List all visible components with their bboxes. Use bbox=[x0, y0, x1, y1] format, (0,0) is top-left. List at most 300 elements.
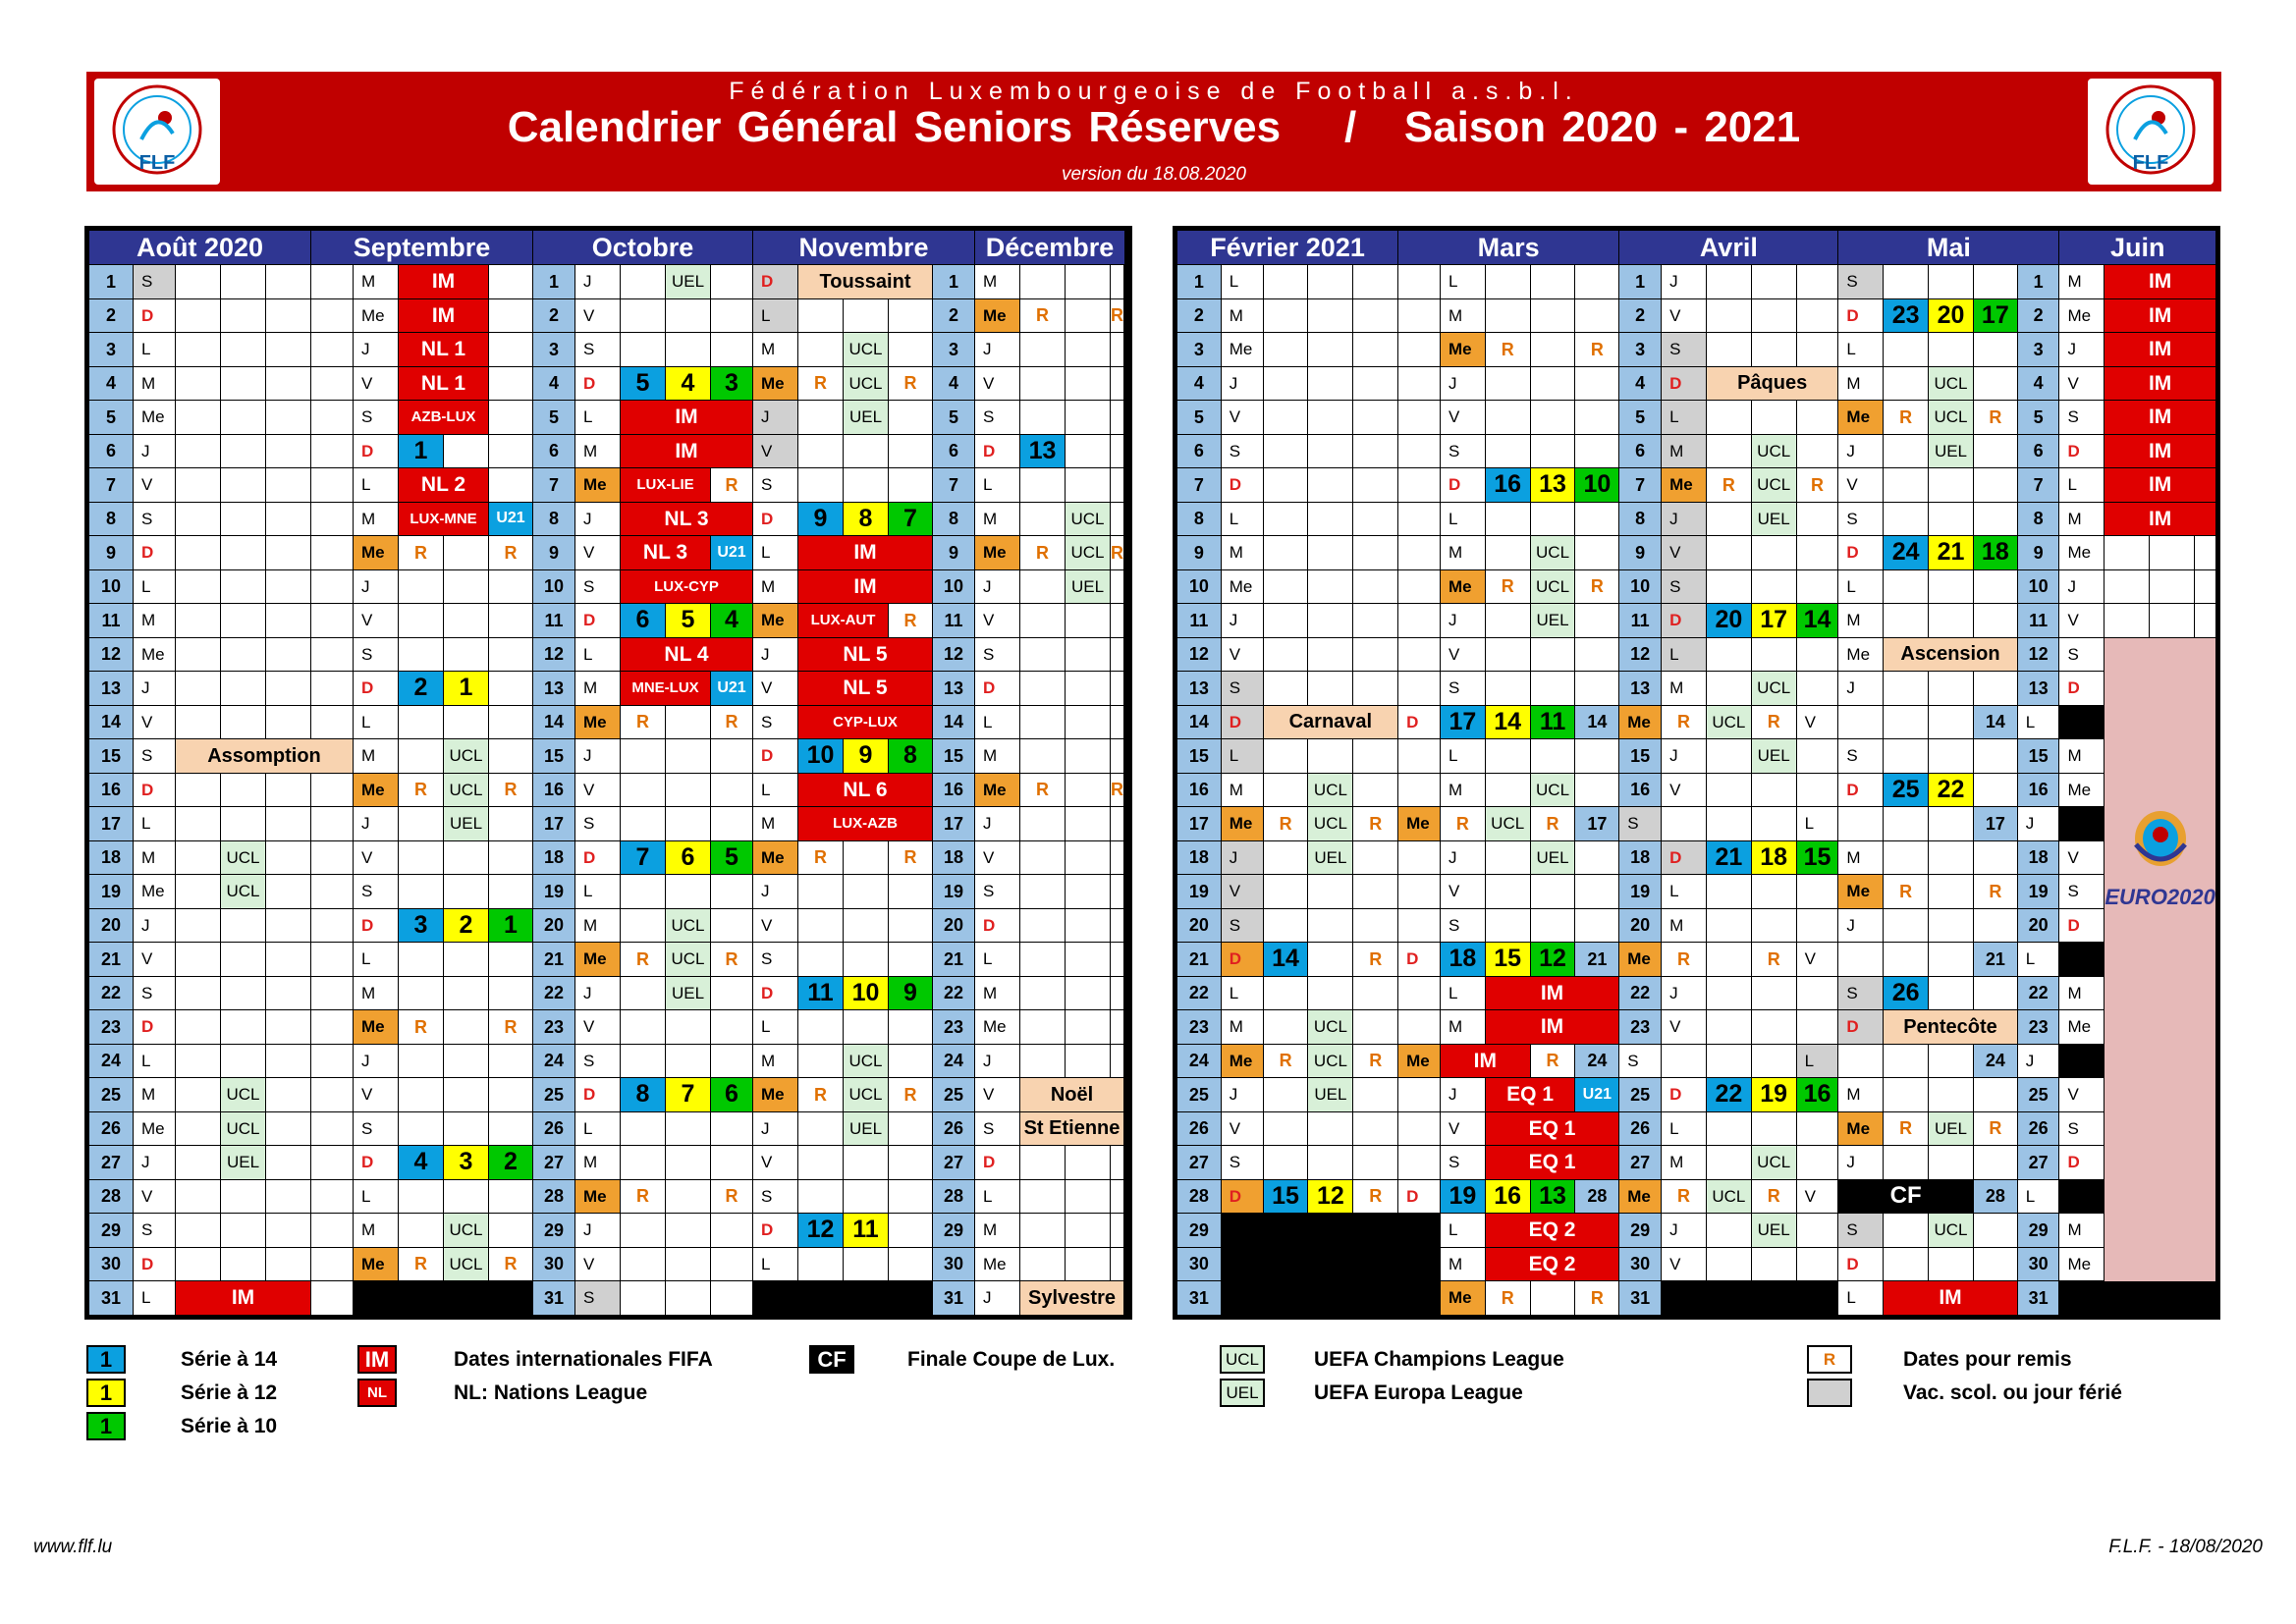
day-cell bbox=[489, 840, 533, 875]
day-number: 3 bbox=[89, 333, 134, 367]
day-cell bbox=[1973, 976, 2017, 1010]
weekday: M bbox=[2059, 976, 2105, 1010]
day-cell bbox=[311, 1044, 354, 1078]
day-cell bbox=[1884, 502, 1929, 536]
day-cell: UCL bbox=[1751, 672, 1796, 706]
day-cell bbox=[311, 333, 354, 367]
day-number: 20 bbox=[1177, 908, 1222, 943]
weekday: V bbox=[1796, 705, 1838, 739]
day-cell bbox=[1353, 569, 1398, 604]
day-cell bbox=[1884, 333, 1929, 367]
day-cell bbox=[666, 773, 711, 807]
weekday: D bbox=[975, 434, 1020, 468]
weekday: L bbox=[1662, 1111, 1707, 1146]
day-cell: UCL bbox=[444, 1214, 489, 1248]
day-cell bbox=[221, 265, 266, 299]
day-cell: 5 bbox=[666, 604, 711, 638]
day-cell: IM bbox=[798, 569, 933, 604]
day-cell bbox=[1308, 875, 1353, 909]
calendar-row bbox=[89, 637, 1125, 672]
day-cell: R bbox=[1706, 468, 1751, 503]
day-cell bbox=[1485, 502, 1530, 536]
day-cell bbox=[1398, 434, 1441, 468]
weekday: Me bbox=[1838, 401, 1884, 435]
day-cell bbox=[266, 536, 311, 570]
day-cell: IM bbox=[2105, 333, 2216, 367]
day-cell bbox=[399, 976, 444, 1010]
day-cell bbox=[1263, 773, 1308, 807]
day-cell bbox=[1020, 1179, 1066, 1214]
day-cell: 26 bbox=[1884, 976, 1929, 1010]
day-cell: NL 3 bbox=[621, 502, 753, 536]
calendar-row bbox=[1177, 1146, 2216, 1180]
day-number: 2 bbox=[1177, 298, 1222, 333]
weekday: D bbox=[134, 1247, 176, 1281]
calendar-row bbox=[89, 366, 1125, 401]
weekday: L bbox=[753, 298, 798, 333]
day-cell bbox=[266, 604, 311, 638]
weekday: L bbox=[1662, 637, 1707, 672]
day-cell bbox=[1111, 569, 1124, 604]
weekday: Me bbox=[575, 943, 621, 977]
version-date: version du 18.08.2020 bbox=[1061, 164, 1247, 185]
weekday: M bbox=[354, 265, 399, 299]
day-cell bbox=[621, 1281, 666, 1316]
euro2020-logo bbox=[2105, 805, 2215, 908]
day-number: 2 bbox=[1619, 298, 1662, 333]
footer-credit: F.L.F. - 18/08/2020 bbox=[2108, 1537, 2263, 1557]
calendar-row bbox=[1177, 536, 2216, 570]
day-cell bbox=[1751, 333, 1796, 367]
weekday: V bbox=[1440, 637, 1485, 672]
weekday: J bbox=[354, 807, 399, 841]
svg-text:FLF: FLF bbox=[138, 152, 176, 174]
day-cell: R bbox=[1485, 333, 1530, 367]
day-cell bbox=[621, 807, 666, 841]
day-cell: EQ 1 bbox=[1485, 1111, 1618, 1146]
day-cell bbox=[1353, 875, 1398, 909]
calendar-row bbox=[1177, 1078, 2216, 1112]
legend-uel-box: UEL bbox=[1220, 1379, 1265, 1407]
weekday: S bbox=[975, 875, 1020, 909]
day-cell bbox=[1353, 434, 1398, 468]
weekday: D bbox=[1838, 536, 1884, 570]
day-cell: Carnaval bbox=[1263, 705, 1397, 739]
weekday: M bbox=[134, 1078, 176, 1112]
day-cell: 11 bbox=[844, 1214, 889, 1248]
day-cell bbox=[311, 401, 354, 435]
day-cell bbox=[444, 705, 489, 739]
day-cell bbox=[221, 298, 266, 333]
day-cell bbox=[1398, 536, 1441, 570]
day-cell: 16 bbox=[1485, 468, 1530, 503]
weekday: S bbox=[354, 401, 399, 435]
empty-cell bbox=[1221, 1281, 1440, 1316]
day-cell bbox=[2195, 536, 2216, 570]
day-cell: 13 bbox=[1530, 1179, 1575, 1214]
day-number: 12 bbox=[533, 637, 575, 672]
day-cell bbox=[1308, 1146, 1353, 1180]
day-cell bbox=[1308, 468, 1353, 503]
day-cell: UEL bbox=[1308, 1078, 1353, 1112]
weekday: S bbox=[1838, 976, 1884, 1010]
weekday: Me bbox=[975, 1247, 1020, 1281]
legend bbox=[86, 1345, 2221, 1453]
day-number: 16 bbox=[1619, 773, 1662, 807]
day-cell bbox=[1066, 366, 1111, 401]
day-cell bbox=[1066, 1214, 1111, 1248]
weekday: L bbox=[1796, 1044, 1838, 1078]
day-number: 26 bbox=[2017, 1111, 2059, 1146]
day-cell bbox=[1066, 1044, 1111, 1078]
weekday: Me bbox=[354, 1010, 399, 1045]
weekday: L bbox=[753, 1247, 798, 1281]
day-cell: 23 bbox=[1884, 298, 1929, 333]
weekday: M bbox=[1662, 1146, 1707, 1180]
weekday: D bbox=[354, 1146, 399, 1180]
weekday: L bbox=[134, 807, 176, 841]
day-cell bbox=[1111, 705, 1124, 739]
weekday: D bbox=[575, 604, 621, 638]
day-cell: 21 bbox=[1929, 536, 1974, 570]
day-cell bbox=[1973, 739, 2017, 774]
day-cell bbox=[1796, 1111, 1838, 1146]
day-cell bbox=[1706, 908, 1751, 943]
day-cell: UCL bbox=[1751, 434, 1796, 468]
day-number: 21 bbox=[89, 943, 134, 977]
day-number: 22 bbox=[2017, 976, 2059, 1010]
day-cell bbox=[311, 840, 354, 875]
day-cell bbox=[399, 840, 444, 875]
weekday: S bbox=[1440, 1146, 1485, 1180]
month-header: Mai bbox=[1838, 231, 2059, 265]
calendar-row bbox=[1177, 840, 2216, 875]
day-cell bbox=[1973, 604, 2017, 638]
day-cell bbox=[889, 1010, 933, 1045]
day-cell: 9 bbox=[844, 739, 889, 774]
day-cell bbox=[1485, 875, 1530, 909]
day-cell bbox=[176, 1078, 221, 1112]
day-cell bbox=[311, 1247, 354, 1281]
day-cell: R bbox=[1575, 333, 1619, 367]
calendar-row bbox=[1177, 875, 2216, 909]
day-cell bbox=[889, 468, 933, 503]
day-cell: IM bbox=[399, 265, 489, 299]
day-cell bbox=[489, 637, 533, 672]
day-cell bbox=[311, 265, 354, 299]
day-cell bbox=[1530, 1281, 1575, 1316]
day-cell: UCL bbox=[1530, 536, 1575, 570]
day-number: 13 bbox=[2017, 672, 2059, 706]
footer-website[interactable]: www.flf.lu bbox=[33, 1537, 113, 1557]
day-number: 8 bbox=[1619, 502, 1662, 536]
day-cell: UCL bbox=[221, 1078, 266, 1112]
day-cell bbox=[489, 569, 533, 604]
day-cell bbox=[1929, 333, 1974, 367]
day-cell: R bbox=[1353, 943, 1398, 977]
day-cell bbox=[311, 705, 354, 739]
day-number: 4 bbox=[1619, 366, 1662, 401]
day-cell: EQ 1 bbox=[1485, 1078, 1575, 1112]
day-number: 14 bbox=[89, 705, 134, 739]
day-number: 21 bbox=[533, 943, 575, 977]
weekday: D bbox=[1398, 1179, 1441, 1214]
weekday: L bbox=[975, 943, 1020, 977]
day-cell: 2 bbox=[489, 1146, 533, 1180]
calendar-row bbox=[1177, 1214, 2216, 1248]
weekday: V bbox=[753, 908, 798, 943]
day-cell: R bbox=[1263, 807, 1308, 841]
weekday: M bbox=[1440, 1247, 1485, 1281]
day-cell bbox=[176, 908, 221, 943]
day-cell bbox=[1111, 672, 1124, 706]
calendar-row bbox=[89, 298, 1125, 333]
month-header: Septembre bbox=[311, 231, 533, 265]
day-number: 28 bbox=[89, 1179, 134, 1214]
day-cell bbox=[311, 672, 354, 706]
day-number: 19 bbox=[933, 875, 975, 909]
weekday: S bbox=[1838, 502, 1884, 536]
calendar-row bbox=[89, 265, 1125, 299]
day-cell: UCL bbox=[1308, 807, 1353, 841]
weekday: D bbox=[753, 739, 798, 774]
weekday: S bbox=[975, 1111, 1020, 1146]
weekday: M bbox=[354, 739, 399, 774]
day-cell bbox=[221, 1179, 266, 1214]
day-cell bbox=[1263, 468, 1308, 503]
day-cell bbox=[1575, 502, 1619, 536]
day-cell bbox=[311, 908, 354, 943]
weekday: V bbox=[1662, 773, 1707, 807]
day-cell bbox=[266, 569, 311, 604]
day-cell bbox=[666, 1146, 711, 1180]
weekday: V bbox=[1796, 943, 1838, 977]
day-cell: IM bbox=[399, 298, 489, 333]
day-cell bbox=[1530, 908, 1575, 943]
day-cell: 17 bbox=[1440, 705, 1485, 739]
day-cell bbox=[1884, 1214, 1929, 1248]
day-cell bbox=[1884, 943, 1929, 977]
day-cell bbox=[1398, 333, 1441, 367]
day-number: 29 bbox=[89, 1214, 134, 1248]
weekday: S bbox=[1838, 1214, 1884, 1248]
day-cell bbox=[1398, 840, 1441, 875]
day-cell bbox=[489, 1111, 533, 1146]
day-cell bbox=[1929, 1078, 1974, 1112]
day-cell: CYP-LUX bbox=[798, 705, 933, 739]
weekday: Me bbox=[354, 536, 399, 570]
day-cell bbox=[1884, 604, 1929, 638]
day-cell bbox=[621, 1111, 666, 1146]
day-cell bbox=[266, 265, 311, 299]
weekday: V bbox=[1796, 1179, 1838, 1214]
weekday: M bbox=[354, 1214, 399, 1248]
day-cell: NL 6 bbox=[798, 773, 933, 807]
weekday: Me bbox=[753, 366, 798, 401]
day-number: 24 bbox=[933, 1044, 975, 1078]
weekday: J bbox=[975, 1044, 1020, 1078]
weekday: L bbox=[575, 401, 621, 435]
day-cell bbox=[1751, 908, 1796, 943]
day-cell bbox=[1751, 976, 1796, 1010]
weekday: M bbox=[1221, 773, 1263, 807]
day-cell bbox=[176, 1044, 221, 1078]
day-cell bbox=[311, 807, 354, 841]
day-cell bbox=[221, 1044, 266, 1078]
day-cell bbox=[266, 840, 311, 875]
weekday: J bbox=[1221, 1078, 1263, 1112]
weekday: M bbox=[753, 807, 798, 841]
day-cell: UCL bbox=[1706, 705, 1751, 739]
day-cell bbox=[1066, 637, 1111, 672]
weekday: Me bbox=[575, 705, 621, 739]
day-cell bbox=[399, 569, 444, 604]
day-cell bbox=[1575, 908, 1619, 943]
day-cell bbox=[1530, 434, 1575, 468]
day-cell bbox=[1706, 536, 1751, 570]
day-cell: R bbox=[798, 840, 844, 875]
weekday: J bbox=[2017, 1044, 2059, 1078]
calendar-row bbox=[89, 1044, 1125, 1078]
day-cell bbox=[1066, 672, 1111, 706]
day-cell bbox=[1020, 739, 1066, 774]
day-cell bbox=[1973, 468, 2017, 503]
weekday: Me bbox=[1398, 1044, 1441, 1078]
day-cell bbox=[1263, 637, 1308, 672]
day-cell: R bbox=[711, 705, 753, 739]
day-cell bbox=[176, 1214, 221, 1248]
day-cell: 16 bbox=[1796, 1078, 1838, 1112]
weekday: V bbox=[1440, 875, 1485, 909]
day-cell bbox=[1111, 604, 1124, 638]
day-number: 11 bbox=[2017, 604, 2059, 638]
day-number: 18 bbox=[533, 840, 575, 875]
day-cell: LUX-CYP bbox=[621, 569, 753, 604]
day-cell bbox=[266, 672, 311, 706]
day-number: 2 bbox=[89, 298, 134, 333]
calendar-row bbox=[1177, 739, 2216, 774]
day-cell bbox=[1020, 468, 1066, 503]
day-cell bbox=[889, 943, 933, 977]
weekday: J bbox=[753, 401, 798, 435]
day-cell bbox=[221, 908, 266, 943]
day-cell bbox=[1020, 908, 1066, 943]
weekday: D bbox=[134, 1010, 176, 1045]
day-number: 20 bbox=[1619, 908, 1662, 943]
calendar-row bbox=[89, 976, 1125, 1010]
calendar-row bbox=[89, 1146, 1125, 1180]
day-cell: 19 bbox=[1751, 1078, 1796, 1112]
day-cell bbox=[1398, 1078, 1441, 1112]
day-cell: IM bbox=[1884, 1281, 2018, 1316]
weekday: D bbox=[1221, 1179, 1263, 1214]
weekday: M bbox=[1662, 434, 1707, 468]
day-cell bbox=[1706, 298, 1751, 333]
day-cell: NL 1 bbox=[399, 366, 489, 401]
day-cell bbox=[1111, 502, 1124, 536]
day-cell: UCL bbox=[666, 943, 711, 977]
day-number: 23 bbox=[2017, 1010, 2059, 1045]
day-cell bbox=[1353, 468, 1398, 503]
weekday: Me bbox=[575, 468, 621, 503]
weekday: V bbox=[1221, 875, 1263, 909]
day-cell bbox=[489, 705, 533, 739]
svg-text:FLF: FLF bbox=[2132, 152, 2169, 174]
day-cell bbox=[1796, 333, 1838, 367]
calendar-row bbox=[1177, 401, 2216, 435]
weekday: J bbox=[134, 672, 176, 706]
day-cell bbox=[1020, 502, 1066, 536]
day-cell: St Etienne bbox=[1020, 1111, 1124, 1146]
day-cell bbox=[1263, 536, 1308, 570]
day-cell bbox=[266, 434, 311, 468]
day-cell: 12 bbox=[798, 1214, 844, 1248]
day-number: 3 bbox=[2017, 333, 2059, 367]
day-cell bbox=[798, 1146, 844, 1180]
day-cell bbox=[489, 875, 533, 909]
day-number: 22 bbox=[933, 976, 975, 1010]
day-cell: R bbox=[1973, 875, 2017, 909]
day-cell bbox=[1111, 943, 1124, 977]
day-number: 6 bbox=[1619, 434, 1662, 468]
day-number: 4 bbox=[1177, 366, 1222, 401]
day-cell bbox=[221, 502, 266, 536]
day-cell bbox=[1308, 265, 1353, 299]
day-cell bbox=[1020, 672, 1066, 706]
day-cell bbox=[1973, 1214, 2017, 1248]
day-cell bbox=[711, 807, 753, 841]
day-number: 8 bbox=[933, 502, 975, 536]
day-cell: AZB-LUX bbox=[399, 401, 489, 435]
weekday: S bbox=[1221, 908, 1263, 943]
day-cell bbox=[266, 401, 311, 435]
day-cell bbox=[1706, 1111, 1751, 1146]
weekday: L bbox=[354, 943, 399, 977]
weekday: S bbox=[354, 637, 399, 672]
day-number: 28 bbox=[1177, 1179, 1222, 1214]
day-cell bbox=[221, 1247, 266, 1281]
weekday: Me bbox=[575, 1179, 621, 1214]
weekday: L bbox=[975, 1179, 1020, 1214]
day-cell bbox=[489, 1179, 533, 1214]
weekday: L bbox=[1838, 333, 1884, 367]
calendar-row bbox=[1177, 569, 2216, 604]
day-number: 24 bbox=[1177, 1044, 1222, 1078]
day-cell: 9 bbox=[798, 502, 844, 536]
day-cell bbox=[1398, 569, 1441, 604]
calendar-row bbox=[89, 908, 1125, 943]
day-cell bbox=[1751, 401, 1796, 435]
day-cell bbox=[1796, 739, 1838, 774]
weekday: M bbox=[2059, 502, 2105, 536]
day-cell: R bbox=[621, 943, 666, 977]
day-cell bbox=[1263, 1010, 1308, 1045]
day-number: 16 bbox=[1177, 773, 1222, 807]
day-cell bbox=[1066, 807, 1111, 841]
day-cell bbox=[1263, 502, 1308, 536]
weekday: S bbox=[753, 705, 798, 739]
day-number: 7 bbox=[933, 468, 975, 503]
day-cell bbox=[489, 298, 533, 333]
day-cell bbox=[666, 1010, 711, 1045]
day-cell bbox=[1575, 875, 1619, 909]
weekday: J bbox=[1662, 739, 1707, 774]
legend-cf-box: CF bbox=[809, 1345, 854, 1374]
day-cell: 13 bbox=[1020, 434, 1066, 468]
day-cell bbox=[889, 1146, 933, 1180]
weekday: S bbox=[575, 333, 621, 367]
day-cell bbox=[1020, 943, 1066, 977]
